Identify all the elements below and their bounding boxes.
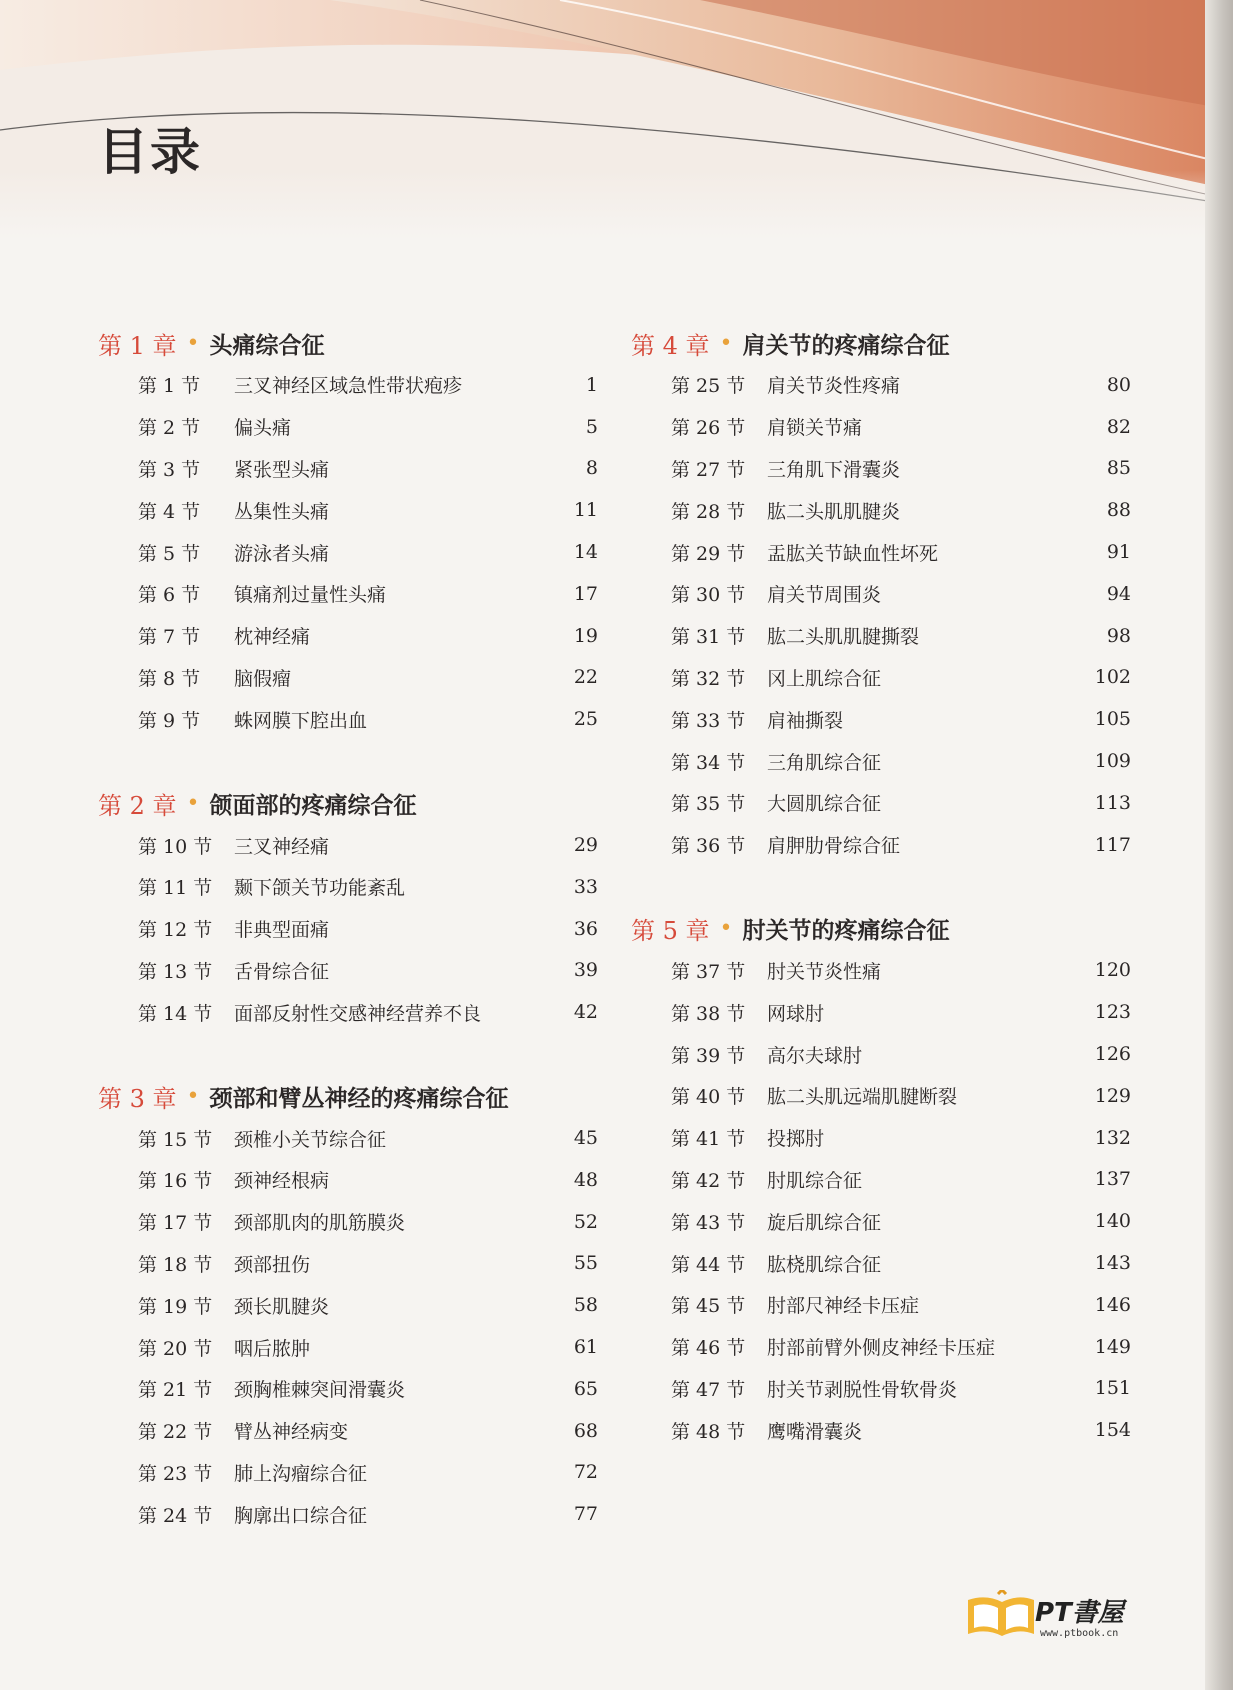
section-title: 偏头痛 — [234, 417, 292, 440]
page-number: 17 — [573, 582, 598, 605]
toc-entry — [631, 1326, 1131, 1368]
toc-entry — [631, 1159, 1131, 1201]
page-number: 33 — [573, 875, 598, 898]
toc-entry — [98, 866, 598, 908]
page-number: 146 — [1094, 1293, 1131, 1316]
section-number: 第 24 节 — [138, 1504, 213, 1527]
section-title: 三角肌下滑囊炎 — [767, 458, 901, 481]
toc-entry — [98, 1493, 598, 1535]
page-number: 88 — [1106, 499, 1131, 522]
page-number: 1 — [585, 373, 598, 396]
chapter-heading — [631, 908, 1131, 950]
page-number: 143 — [1094, 1252, 1131, 1275]
toc-entry — [631, 1242, 1131, 1284]
page-number: 85 — [1106, 457, 1131, 480]
chapter-dot-icon: • — [186, 790, 200, 816]
section-title: 肱二头肌肌腱撕裂 — [767, 626, 920, 649]
chapter-title: 颈部和臂丛神经的疼痛综合征 — [209, 1085, 509, 1112]
section-title: 肱桡肌综合征 — [767, 1253, 882, 1276]
section-title: 枕神经痛 — [234, 626, 311, 649]
section-title: 盂肱关节缺血性坏死 — [767, 542, 939, 565]
section-number: 第 48 节 — [671, 1420, 746, 1443]
chapter-heading — [98, 1075, 598, 1117]
section-number: 第 29 节 — [671, 542, 746, 565]
watermark-name: PT書屋 — [1035, 1598, 1124, 1628]
toc-entry — [631, 573, 1131, 615]
toc-entry — [631, 364, 1131, 406]
section-number: 第 31 节 — [671, 626, 746, 649]
toc-entry — [98, 448, 598, 490]
section-title: 胸廓出口综合征 — [234, 1504, 368, 1527]
toc-entry — [98, 1159, 598, 1201]
toc-entry — [98, 698, 598, 740]
section-number: 第 33 节 — [671, 709, 746, 732]
page-number: 137 — [1094, 1168, 1131, 1191]
section-number: 第 40 节 — [671, 1086, 746, 1109]
section-title: 颞下颌关节功能紊乱 — [234, 877, 406, 900]
page-number: 91 — [1106, 541, 1131, 564]
section-number: 第 8 节 — [138, 667, 201, 690]
toc-entry — [631, 950, 1131, 992]
section-number: 第 28 节 — [671, 500, 746, 523]
section-title: 高尔夫球肘 — [767, 1044, 863, 1067]
page-number: 82 — [1106, 415, 1131, 438]
section-title: 肩袖撕裂 — [767, 709, 844, 732]
toc-entry — [98, 531, 598, 573]
section-number: 第 16 节 — [138, 1170, 213, 1193]
page-number: 22 — [573, 666, 598, 689]
section-number: 第 7 节 — [138, 626, 201, 649]
section-title: 肩关节周围炎 — [767, 584, 882, 607]
chapter-block — [631, 322, 1131, 866]
page-number: 14 — [573, 541, 598, 564]
toc-entry — [98, 573, 598, 615]
section-number: 第 25 节 — [671, 375, 746, 398]
page-number: 25 — [573, 708, 598, 731]
page-number: 123 — [1094, 1001, 1131, 1024]
section-title: 三叉神经痛 — [234, 835, 330, 858]
section-number: 第 45 节 — [671, 1295, 746, 1318]
section-title: 颈部扭伤 — [234, 1253, 311, 1276]
toc-entry — [98, 1326, 598, 1368]
page-number: 11 — [573, 499, 598, 522]
page-number: 113 — [1094, 791, 1131, 814]
toc-entry — [631, 824, 1131, 866]
section-title: 大圆肌综合征 — [767, 793, 882, 816]
section-number: 第 34 节 — [671, 751, 746, 774]
section-number: 第 15 节 — [138, 1128, 213, 1151]
page-number: 140 — [1094, 1210, 1131, 1233]
page-number: 98 — [1106, 624, 1131, 647]
toc-entry — [631, 1117, 1131, 1159]
section-title: 肩锁关节痛 — [767, 417, 863, 440]
chapter-title: 头痛综合征 — [209, 332, 325, 359]
page-edge — [1205, 0, 1233, 1690]
chapter-number: 第 3 章 — [98, 1084, 177, 1113]
toc-entry — [631, 740, 1131, 782]
page-number: 68 — [573, 1419, 598, 1442]
section-number: 第 42 节 — [671, 1169, 746, 1192]
toc-entry — [98, 1117, 598, 1159]
section-title: 旋后肌综合征 — [767, 1211, 882, 1234]
page-number: 8 — [585, 457, 598, 480]
toc-entry — [98, 364, 598, 406]
page-number: 149 — [1094, 1335, 1131, 1358]
toc-left-column — [98, 322, 598, 1577]
section-number: 第 17 节 — [138, 1212, 213, 1235]
section-number: 第 30 节 — [671, 584, 746, 607]
page-number: 77 — [573, 1503, 598, 1526]
section-title: 网球肘 — [767, 1002, 825, 1025]
chapter-title: 颌面部的疼痛综合征 — [209, 792, 417, 819]
section-number: 第 19 节 — [138, 1295, 213, 1318]
section-title: 镇痛剂过量性头痛 — [234, 584, 387, 607]
toc-entry — [631, 698, 1131, 740]
toc-entry — [98, 908, 598, 950]
section-title: 臂丛神经病变 — [234, 1421, 349, 1444]
section-number: 第 32 节 — [671, 667, 746, 690]
page-number: 126 — [1094, 1043, 1131, 1066]
section-title: 肘关节剥脱性骨软骨炎 — [767, 1378, 958, 1401]
page-number: 80 — [1106, 373, 1131, 396]
page-number: 58 — [573, 1294, 598, 1317]
page-number: 55 — [573, 1252, 598, 1275]
section-title: 肘部前臂外侧皮神经卡压症 — [767, 1337, 996, 1360]
section-number: 第 4 节 — [138, 500, 201, 523]
page-number: 120 — [1094, 959, 1131, 982]
toc-entry — [98, 615, 598, 657]
page-number: 132 — [1094, 1126, 1131, 1149]
toc-entry — [631, 1409, 1131, 1451]
section-number: 第 21 节 — [138, 1379, 213, 1402]
toc-entry — [98, 950, 598, 992]
page-number: 19 — [573, 624, 598, 647]
section-number: 第 10 节 — [138, 835, 213, 858]
section-title: 蛛网膜下腔出血 — [234, 709, 368, 732]
toc-entry — [98, 1410, 598, 1452]
page-number: 151 — [1094, 1377, 1131, 1400]
page-number: 45 — [573, 1127, 598, 1150]
section-title: 肩关节炎性疼痛 — [767, 375, 901, 398]
chapter-title: 肩关节的疼痛综合征 — [742, 332, 950, 359]
toc-entry — [631, 1200, 1131, 1242]
toc-entry — [98, 824, 598, 866]
chapter-dot-icon: • — [186, 330, 200, 356]
page-number: 29 — [573, 834, 598, 857]
toc-entry — [631, 1033, 1131, 1075]
section-number: 第 26 节 — [671, 417, 746, 440]
section-number: 第 3 节 — [138, 458, 201, 481]
section-number: 第 41 节 — [671, 1128, 746, 1151]
section-title: 肩胛肋骨综合征 — [767, 835, 901, 858]
toc-entry — [98, 1201, 598, 1243]
toc-entry — [631, 406, 1131, 448]
section-number: 第 23 节 — [138, 1462, 213, 1485]
chapter-title: 肘关节的疼痛综合征 — [742, 918, 950, 945]
section-number: 第 46 节 — [671, 1337, 746, 1360]
toc-entry — [98, 1368, 598, 1410]
section-title: 肘肌综合征 — [767, 1169, 863, 1192]
section-title: 非典型面痛 — [234, 919, 330, 942]
page-number: 105 — [1094, 708, 1131, 731]
section-title: 肱二头肌远端肌腱断裂 — [767, 1086, 958, 1109]
chapter-number: 第 2 章 — [98, 791, 177, 820]
toc-entry — [98, 991, 598, 1033]
toc-entry — [631, 657, 1131, 699]
toc-entry — [631, 448, 1131, 490]
section-title: 紧张型头痛 — [234, 458, 330, 481]
chapter-block — [98, 322, 598, 740]
section-number: 第 12 节 — [138, 919, 213, 942]
section-number: 第 14 节 — [138, 1002, 213, 1025]
section-number: 第 36 节 — [671, 835, 746, 858]
section-number: 第 22 节 — [138, 1421, 213, 1444]
section-title: 颈胸椎棘突间滑囊炎 — [234, 1379, 406, 1402]
page-number: 52 — [573, 1210, 598, 1233]
toc-entry — [98, 1243, 598, 1285]
section-number: 第 27 节 — [671, 458, 746, 481]
toc-entry — [631, 782, 1131, 824]
section-title: 颈部肌肉的肌筋膜炎 — [234, 1212, 406, 1235]
chapter-dot-icon: • — [719, 330, 733, 356]
page-number: 154 — [1094, 1419, 1131, 1442]
toc-entry — [631, 1368, 1131, 1410]
toc-entry — [631, 615, 1131, 657]
section-title: 丛集性头痛 — [234, 500, 330, 523]
section-title: 颈神经根病 — [234, 1170, 330, 1193]
chapter-dot-icon: • — [719, 916, 733, 942]
section-title: 肺上沟瘤综合征 — [234, 1462, 368, 1485]
section-title: 肱二头肌肌腱炎 — [767, 500, 901, 523]
page-number: 102 — [1094, 666, 1131, 689]
section-title: 肘关节炎性痛 — [767, 960, 882, 983]
page-number: 65 — [573, 1377, 598, 1400]
toc-entry — [631, 1284, 1131, 1326]
page-number: 36 — [573, 917, 598, 940]
page-number: 39 — [573, 959, 598, 982]
page-number: 109 — [1094, 750, 1131, 773]
chapter-number: 第 5 章 — [631, 917, 710, 946]
page-number: 72 — [573, 1461, 598, 1484]
page-number: 48 — [573, 1168, 598, 1191]
page-number: 61 — [573, 1336, 598, 1359]
section-number: 第 38 节 — [671, 1002, 746, 1025]
toc-entry — [631, 531, 1131, 573]
section-title: 舌骨综合征 — [234, 960, 330, 983]
section-title: 游泳者头痛 — [234, 542, 330, 565]
section-number: 第 6 节 — [138, 584, 201, 607]
toc-entry — [631, 1075, 1131, 1117]
page-number: 42 — [573, 1001, 598, 1024]
section-title: 鹰嘴滑囊炎 — [767, 1420, 863, 1443]
section-title: 投掷肘 — [767, 1128, 825, 1151]
toc-entry — [98, 1284, 598, 1326]
section-number: 第 39 节 — [671, 1044, 746, 1067]
chapter-number: 第 1 章 — [98, 331, 177, 360]
chapter-heading — [98, 782, 598, 824]
section-title: 颈长肌腱炎 — [234, 1295, 330, 1318]
section-number: 第 2 节 — [138, 417, 201, 440]
toc-right-column — [631, 322, 1131, 1493]
section-number: 第 43 节 — [671, 1211, 746, 1234]
chapter-heading — [631, 322, 1131, 364]
section-title: 三叉神经区域急性带状疱疹 — [234, 375, 463, 398]
section-title: 面部反射性交感神经营养不良 — [234, 1002, 482, 1025]
toc-entry — [98, 489, 598, 531]
section-number: 第 44 节 — [671, 1253, 746, 1276]
section-title: 冈上肌综合征 — [767, 667, 882, 690]
page-number: 5 — [585, 415, 598, 438]
page-number: 129 — [1094, 1084, 1131, 1107]
section-title: 三角肌综合征 — [767, 751, 882, 774]
section-number: 第 9 节 — [138, 709, 201, 732]
section-number: 第 1 节 — [138, 375, 201, 398]
chapter-number: 第 4 章 — [631, 331, 710, 360]
watermark-url: www.ptbook.cn — [1040, 1628, 1119, 1639]
chapter-heading — [98, 322, 598, 364]
chapter-block — [98, 782, 598, 1033]
section-number: 第 18 节 — [138, 1253, 213, 1276]
section-number: 第 47 节 — [671, 1378, 746, 1401]
section-number: 第 20 节 — [138, 1337, 213, 1360]
section-number: 第 11 节 — [138, 877, 213, 900]
section-number: 第 37 节 — [671, 960, 746, 983]
section-number: 第 35 节 — [671, 793, 746, 816]
toc-entry — [98, 657, 598, 699]
toc-entry — [98, 1452, 598, 1494]
chapter-block — [98, 1075, 598, 1535]
section-number: 第 5 节 — [138, 542, 201, 565]
page-title: 目录 — [98, 123, 202, 181]
section-title: 脑假瘤 — [234, 667, 292, 690]
page-number: 94 — [1106, 582, 1131, 605]
toc-entry — [98, 406, 598, 448]
chapter-block — [631, 908, 1131, 1452]
section-number: 第 13 节 — [138, 960, 213, 983]
toc-entry — [631, 991, 1131, 1033]
section-title: 咽后脓肿 — [234, 1337, 311, 1360]
section-title: 肘部尺神经卡压症 — [767, 1295, 920, 1318]
chapter-dot-icon: • — [186, 1083, 200, 1109]
toc-entry — [631, 489, 1131, 531]
page-number: 117 — [1094, 833, 1131, 856]
section-title: 颈椎小关节综合征 — [234, 1128, 387, 1151]
